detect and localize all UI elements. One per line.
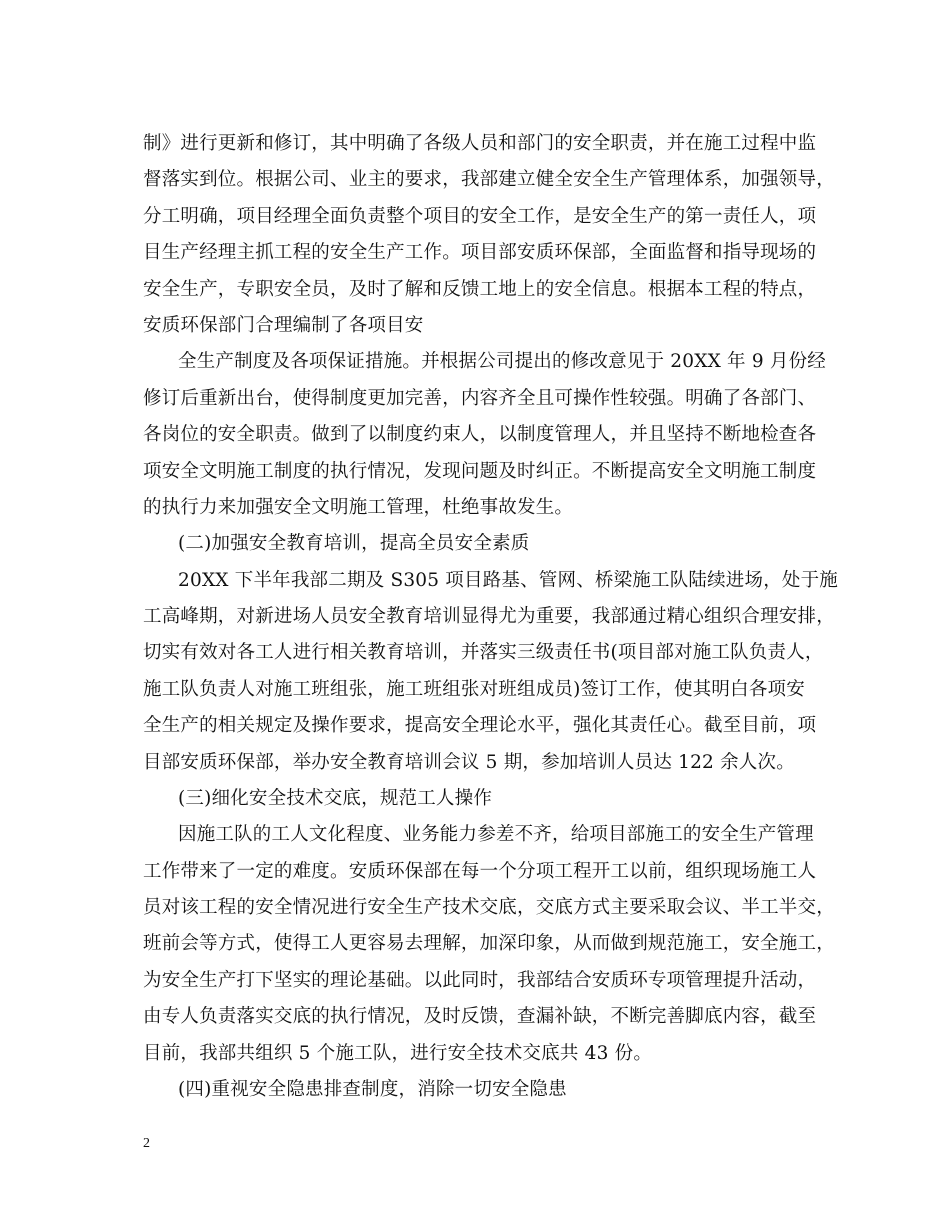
text-line: 由专人负责落实交底的执行情况，及时反馈，查漏补缺，不断完善脚底内容，截至 — [143, 1006, 817, 1027]
paragraph-first-line: 全生产制度及各项保证措施。并根据公司提出的修改意见于 20XX 年 9 月份经 — [178, 351, 826, 372]
text-line: 分工明确，项目经理全面负责整个项目的安全工作，是安全生产的第一责任人，项 — [143, 206, 817, 227]
text-line: 施工队负责人对施工班组张，施工班组张对班组成员)签订工作，使其明白各项安 — [143, 679, 805, 700]
text-line: 的执行力来加强安全文明施工管理，杜绝事故发生。 — [143, 497, 574, 518]
text-line: 安全生产，专职安全员，及时了解和反馈工地上的安全信息。根据本工程的特点， — [143, 279, 817, 300]
text-line: 工作带来了一定的难度。安质环保部在每一个分项工程开工以前，组织现场施工人 — [143, 861, 817, 882]
text-line: 目前，我部共组织 5 个施工队，进行安全技术交底共 43 份。 — [143, 1043, 653, 1064]
text-line: 切实有效对各工人进行相关教育培训，并落实三级责任书(项目部对施工队负责人， — [143, 642, 824, 663]
text-line: 工高峰期，对新进场人员安全教育培训显得尤为重要，我部通过精心组织合理安排， — [143, 606, 835, 627]
text-line: 目部安质环保部，举办安全教育培训会议 5 期，参加培训人员达 122 余人次。 — [143, 752, 795, 773]
text-line: 项安全文明施工制度的执行情况，发现问题及时纠正。不断提高安全文明施工制度 — [143, 461, 817, 482]
paragraph-first-line: 因施工队的工人文化程度、业务能力参差不齐，给项目部施工的安全生产管理 — [178, 824, 814, 845]
page-number: 2 — [143, 1136, 150, 1151]
text-line: 制》进行更新和修订，其中明确了各级人员和部门的安全职责，并在施工过程中监 — [143, 133, 817, 154]
paragraph-first-line: 20XX 下半年我部二期及 S305 项目路基、管网、桥梁施工队陆续进场，处于施 — [178, 570, 839, 591]
text-line: 目生产经理主抓工程的安全生产工作。项目部安质环保部，全面监督和指导现场的 — [143, 242, 817, 263]
text-line: 安质环保部门合理编制了各项目安 — [143, 315, 424, 336]
text-line: 为安全生产打下坚实的理论基础。以此同时，我部结合安质环专项管理提升活动， — [143, 970, 817, 991]
section-heading: (三)细化安全技术交底，规范工人操作 — [178, 788, 493, 809]
text-line: 修订后重新出台，使得制度更加完善，内容齐全且可操作性较强。明确了各部门、 — [143, 388, 817, 409]
text-line: 督落实到位。根据公司、业主的要求，我部建立健全安全生产管理体系，加强领导， — [143, 169, 835, 190]
text-line: 各岗位的安全职责。做到了以制度约束人，以制度管理人，并且坚持不断地检查各 — [143, 424, 817, 445]
text-line: 全生产的相关规定及操作要求，提高安全理论水平，强化其责任心。截至目前，项 — [143, 715, 817, 736]
section-heading: (二)加强安全教育培训，提高全员安全素质 — [178, 533, 530, 554]
section-heading: (四)重视安全隐患排查制度，消除一切安全隐患 — [178, 1079, 567, 1100]
text-line: 班前会等方式，使得工人更容易去理解，加深印象，从而做到规范施工，安全施工， — [143, 933, 835, 954]
text-line: 员对该工程的安全情况进行安全生产技术交底，交底方式主要采取会议、半工半交， — [143, 897, 835, 918]
